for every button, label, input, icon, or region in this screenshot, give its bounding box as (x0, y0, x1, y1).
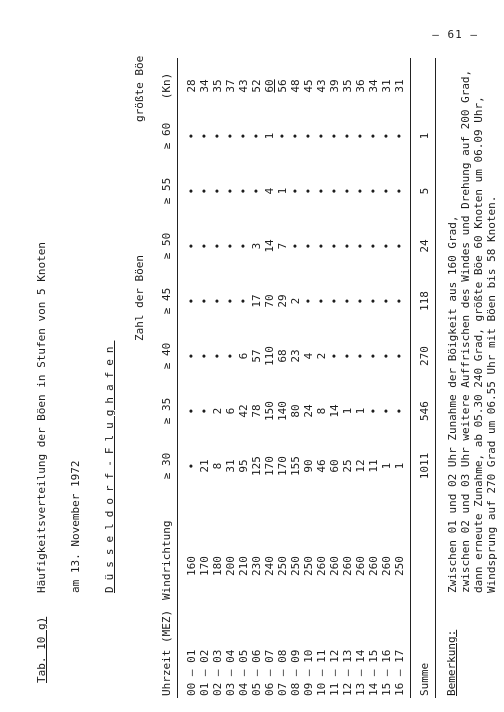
count-cell: • (380, 352, 393, 360)
count-cell: 90 (302, 459, 315, 473)
bin-column-40 (185, 338, 406, 374)
direction-column (185, 549, 406, 583)
count-cell: • (367, 132, 380, 140)
count-cell: 68 (276, 349, 289, 363)
count-cell: • (328, 187, 341, 195)
count-cell: • (380, 297, 393, 305)
count-cell: 170 (263, 456, 276, 476)
sum-rule (410, 58, 411, 698)
count-cell: 1 (341, 407, 354, 415)
station-name: Düsseldorf-Flughafen (103, 340, 116, 593)
bin-column-50 (185, 228, 406, 264)
count-cell: • (237, 242, 250, 250)
direction-cell: 160 (185, 556, 198, 576)
max-gust-cell: 60 (263, 79, 276, 93)
count-cell: • (315, 132, 328, 140)
bin-column-45 (185, 283, 406, 319)
max-gust-cell: 43 (315, 79, 328, 93)
count-cell: 29 (276, 294, 289, 308)
time-cell: 05 – 06 (250, 649, 263, 696)
count-cell: 1 (354, 407, 367, 415)
count-cell: • (237, 297, 250, 305)
count-cell: 4 (302, 352, 315, 360)
time-cell: 14 – 15 (367, 649, 380, 696)
max-gust-cell: 43 (237, 79, 250, 93)
time-cell: 08 – 09 (289, 649, 302, 696)
count-cell: • (315, 242, 328, 250)
time-cell: 10 – 11 (315, 649, 328, 696)
count-cell: • (315, 297, 328, 305)
count-cell: • (224, 187, 237, 195)
count-cell: • (354, 352, 367, 360)
time-column (185, 650, 406, 696)
count-cell: • (380, 187, 393, 195)
direction-cell: 260 (354, 556, 367, 576)
count-cell: 17 (250, 294, 263, 308)
count-cell: 2 (289, 297, 302, 305)
max-gust-cell: 48 (289, 79, 302, 93)
count-cell: • (367, 187, 380, 195)
remark-line: Windsprung auf 270 Grad um 06.55 Uhr mit Böen bis 58 Knoten. (485, 195, 498, 593)
count-cell: • (224, 352, 237, 360)
count-cell: • (380, 242, 393, 250)
count-cell: • (367, 407, 380, 415)
gust-count-group-header: Zahl der Böen (133, 254, 146, 342)
table-label: Tab. 10 g) (35, 616, 48, 683)
header-rule (177, 58, 178, 698)
count-cell: • (211, 297, 224, 305)
direction-cell: 260 (367, 556, 380, 576)
count-cell: • (328, 132, 341, 140)
count-cell: • (341, 297, 354, 305)
max-gust-cell: 35 (341, 79, 354, 93)
count-cell: 4 (263, 187, 276, 195)
remarks-text (446, 70, 498, 593)
bin-header-30: ≥ 30 (160, 452, 173, 480)
remark-line: zwischen 02 und 03 Uhr weitere Auffrischen des Windes und Drehung auf 200 Grad, (459, 69, 472, 593)
count-cell: • (198, 297, 211, 305)
sum-40: 270 (418, 346, 431, 366)
count-cell: • (224, 297, 237, 305)
count-cell: 3 (250, 242, 263, 250)
bin-header-55: ≥ 55 (160, 177, 173, 205)
count-cell: • (302, 132, 315, 140)
bin-header-40: ≥ 40 (160, 342, 173, 370)
time-cell: 07 – 08 (276, 649, 289, 696)
bin-header-35: ≥ 35 (160, 397, 173, 425)
time-cell: 00 – 01 (185, 649, 198, 696)
time-cell: 01 – 02 (198, 649, 211, 696)
count-cell: 25 (341, 459, 354, 473)
count-cell: • (185, 187, 198, 195)
sum-label: Summe (418, 662, 431, 696)
max-gust-cell: 39 (328, 79, 341, 93)
max-gust-cell: 37 (224, 79, 237, 93)
count-cell: 150 (263, 401, 276, 421)
time-cell: 16 – 17 (393, 649, 406, 696)
count-cell: • (354, 132, 367, 140)
direction-cell: 210 (237, 556, 250, 576)
count-cell: • (276, 132, 289, 140)
bin-column-55 (185, 173, 406, 209)
count-cell: • (224, 132, 237, 140)
max-gust-cell: 34 (198, 79, 211, 93)
count-cell: • (198, 242, 211, 250)
time-cell: 13 – 14 (354, 649, 367, 696)
sum-30: 1011 (418, 452, 431, 480)
sum-50: 24 (418, 239, 431, 253)
count-cell: • (380, 407, 393, 415)
remark-line: Zwischen 01 und 02 Uhr Zunahme der Böigkeit aus 160 Grad, (446, 215, 459, 593)
count-cell: • (211, 132, 224, 140)
count-cell: • (380, 132, 393, 140)
count-cell: 2 (315, 352, 328, 360)
remarks-label: Bemerkung: (445, 629, 458, 696)
count-cell: 8 (315, 407, 328, 415)
count-cell: 140 (276, 401, 289, 421)
max-gust-cell: 45 (302, 79, 315, 93)
count-cell: 125 (250, 456, 263, 476)
time-column-header: Uhrzeit (MEZ) (160, 609, 173, 696)
count-cell: • (393, 297, 406, 305)
count-cell: • (237, 132, 250, 140)
count-cell: 2 (211, 407, 224, 415)
bin-header-60: ≥ 60 (160, 122, 173, 150)
count-cell: • (354, 297, 367, 305)
count-cell: • (198, 187, 211, 195)
max-gust-cell: 34 (367, 79, 380, 93)
count-cell: 24 (302, 404, 315, 418)
count-cell: • (198, 407, 211, 415)
count-cell: • (393, 132, 406, 140)
time-cell: 11 – 12 (328, 649, 341, 696)
bottom-rule (435, 58, 436, 698)
count-cell: • (341, 187, 354, 195)
bin-header-50: ≥ 50 (160, 232, 173, 260)
max-gust-cell: 36 (354, 79, 367, 93)
max-gust-unit-header: (Kn) (160, 72, 173, 100)
direction-cell: 230 (250, 556, 263, 576)
count-cell: • (198, 132, 211, 140)
max-gust-cell: 52 (250, 79, 263, 93)
count-cell: • (393, 407, 406, 415)
count-cell: • (341, 352, 354, 360)
count-cell: • (211, 242, 224, 250)
count-cell: 46 (315, 459, 328, 473)
count-cell: • (393, 187, 406, 195)
count-cell: • (185, 462, 198, 470)
count-cell: 1 (393, 462, 406, 470)
count-cell: • (354, 242, 367, 250)
direction-cell: 260 (341, 556, 354, 576)
time-cell: 12 – 13 (341, 649, 354, 696)
count-cell: 42 (237, 404, 250, 418)
max-gust-cell: 28 (185, 79, 198, 93)
count-cell: 1 (276, 187, 289, 195)
count-cell: • (367, 352, 380, 360)
time-cell: 04 – 05 (237, 649, 250, 696)
count-cell: • (289, 132, 302, 140)
count-cell: 170 (276, 456, 289, 476)
time-cell: 15 – 16 (380, 649, 393, 696)
count-cell: 80 (289, 404, 302, 418)
count-cell: • (302, 187, 315, 195)
count-cell: • (393, 352, 406, 360)
count-cell: 11 (367, 459, 380, 473)
table-title: Häufigkeitsverteilung der Böen in Stufen von 5 Knoten (35, 242, 48, 593)
count-cell: 1 (380, 462, 393, 470)
table-date: am 13. November 1972 (69, 460, 82, 593)
max-gust-cell: 35 (211, 79, 224, 93)
direction-cell: 250 (393, 556, 406, 576)
sum-60: 1 (418, 132, 431, 140)
max-gust-header: größte Böe (133, 55, 146, 122)
direction-cell: 170 (198, 556, 211, 576)
direction-column-header: Windrichtung (160, 520, 173, 600)
direction-cell: 180 (211, 556, 224, 576)
count-cell: • (328, 297, 341, 305)
count-cell: 60 (328, 459, 341, 473)
count-cell: • (185, 352, 198, 360)
count-cell: 14 (263, 239, 276, 253)
count-cell: • (250, 187, 263, 195)
count-cell: 57 (250, 349, 263, 363)
count-cell: • (393, 242, 406, 250)
rotated-table-page (26, 55, 498, 698)
count-cell: • (328, 352, 341, 360)
count-cell: 23 (289, 349, 302, 363)
count-cell: 78 (250, 404, 263, 418)
count-cell: • (211, 187, 224, 195)
count-cell: 95 (237, 459, 250, 473)
count-cell: • (367, 242, 380, 250)
count-cell: • (237, 187, 250, 195)
bin-column-35 (185, 393, 406, 429)
direction-cell: 200 (224, 556, 237, 576)
direction-cell: 260 (328, 556, 341, 576)
count-cell: 110 (263, 346, 276, 366)
bin-column-30 (185, 448, 406, 484)
count-cell: • (185, 407, 198, 415)
max-gust-column (185, 70, 406, 102)
page-number: – 61 – (432, 28, 478, 41)
direction-cell: 250 (302, 556, 315, 576)
count-cell: • (315, 187, 328, 195)
count-cell: 8 (211, 462, 224, 470)
sum-55: 5 (418, 187, 431, 195)
count-cell: 14 (328, 404, 341, 418)
count-cell: • (185, 132, 198, 140)
count-cell: 31 (224, 459, 237, 473)
bin-header-45: ≥ 45 (160, 287, 173, 315)
count-cell: 21 (198, 459, 211, 473)
direction-cell: 250 (276, 556, 289, 576)
count-cell: 6 (237, 352, 250, 360)
count-cell: • (289, 187, 302, 195)
count-cell: • (302, 297, 315, 305)
count-cell: 6 (224, 407, 237, 415)
direction-cell: 250 (289, 556, 302, 576)
direction-cell: 240 (263, 556, 276, 576)
remark-line: dann erneute Zunahme, ab 05.30 240 Grad, größte Böe 60 Knoten um 06.09 Uhr, (472, 96, 485, 593)
count-cell: • (185, 242, 198, 250)
sum-45: 118 (418, 291, 431, 311)
count-cell: 7 (276, 242, 289, 250)
time-cell: 03 – 04 (224, 649, 237, 696)
count-cell: • (198, 352, 211, 360)
sum-35: 546 (418, 401, 431, 421)
direction-cell: 260 (380, 556, 393, 576)
time-cell: 02 – 03 (211, 649, 224, 696)
max-gust-cell: 31 (380, 79, 393, 93)
count-cell: 12 (354, 459, 367, 473)
count-cell: • (250, 132, 263, 140)
time-cell: 09 – 10 (302, 649, 315, 696)
bin-column-60 (185, 118, 406, 154)
count-cell: • (224, 242, 237, 250)
count-cell: 155 (289, 456, 302, 476)
max-gust-cell: 56 (276, 79, 289, 93)
count-cell: • (211, 352, 224, 360)
direction-cell: 260 (315, 556, 328, 576)
count-cell: • (302, 242, 315, 250)
count-cell: • (367, 297, 380, 305)
count-cell: • (354, 187, 367, 195)
count-cell: • (341, 132, 354, 140)
count-cell: • (185, 297, 198, 305)
count-cell: • (289, 242, 302, 250)
count-cell: • (341, 242, 354, 250)
max-gust-cell: 31 (393, 79, 406, 93)
count-cell: 70 (263, 294, 276, 308)
time-cell: 06 – 07 (263, 649, 276, 696)
count-cell: 1 (263, 132, 276, 140)
count-cell: • (328, 242, 341, 250)
